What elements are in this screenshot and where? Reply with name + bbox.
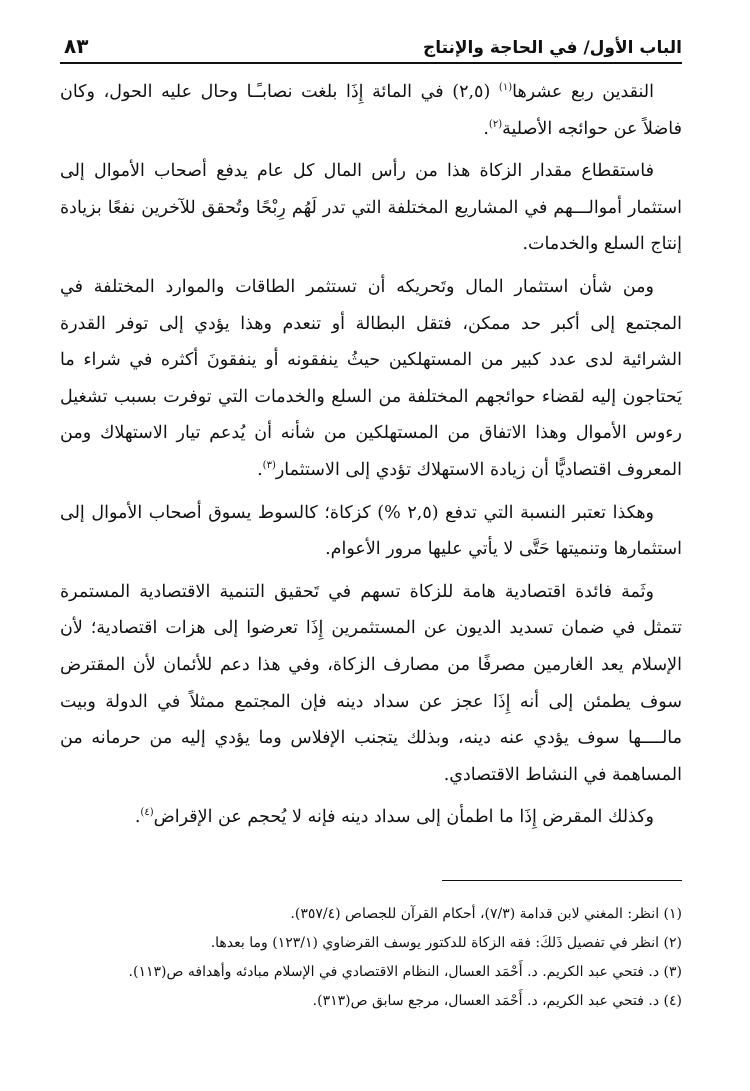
paragraph-3: ومن شأن استثمار المال وتَحريكه أن تستثمر الطاقات والموارد المختلفة في المجتمع إلى أكبر حد ممكن، فتقل البطالة أو تنعدم وهذا يؤدي إلى توفر القدرة الشرائية لدى عدد كبير من المستهلكين حيثُ ينفقونه أو ينفقونَ أكثره في شراء ما يَحتاجون إليه لقضاء حوائجهم المختلفة من السلع والخدمات التي توفرت بسبب تشغيل رءوس الأموال وهذا الاتفاق من المستهلكين من شأنه أن يُدعم تيار الاستهلاك ومن المعروف اقتصاديًّا أن زيادة الاستهلاك تؤدي إلى الاستثمار$^{(٣)}$.	[60, 276, 682, 480]
footnote-3: (٣) د. فتحي عبد الكريم. د. أَحْمَد العسال، النظام الاقتصادي في الإسلام مبادئه وأهدافه ص(١١٣).	[128, 964, 682, 980]
footnote-ref-3[interactable]: (٣)	[262, 460, 276, 472]
footnote-ref-4[interactable]: (٤)	[140, 807, 154, 819]
footnote-2: (٢) انظر في تفصيل ذَلكَ: فقه الزكاة للدكتور يوسف القرضاوي (١٢٣/١) وما بعدها.	[210, 935, 682, 951]
footnote-4: (٤) د. فتحي عبد الكريم، د. أَحْمَد العسال، مرجع سابق ص(٣١٣).	[312, 993, 682, 1009]
main-text	[60, 74, 682, 836]
paragraph-4: وهكذا تعتبر النسبة التي تدفع (٢,٥ %) كزكاة؛ كالسوط يسوق أصحاب الأموال إلى استثمارها وتنميتها حَتَّى لا يأتي عليها مرور الأعوام.	[60, 502, 682, 560]
chapter-title: الباب الأول/ في الحاجة والإنتاج	[422, 38, 682, 58]
paragraph-5: وثَمة فائدة اقتصادية هامة للزكاة تسهم في تَحقيق التنمية الاقتصادية المستمرة تتمثل في ضمان تسديد الديون عن المستثمرين إِذَا تعرضوا إلى هزات اقتصادية؛ لأن الإسلام يعد الغارمين مصرفًا من مصارف الزكاة، وفي هذا دعم للأئمان لأن المقترض سوف يطمئن إلى أنه إِذَا عجز عن سداد دينه فإن المجتمع ممثلاً في الدولة وبيت مالــــها سوف يؤدي عنه دينه، وبذلك يتجنب الإفلاس وما يؤدي إليه من حرمانه من المساهمة في النشاط الاقتصادي.	[60, 581, 682, 785]
paragraph-1: النقدين ربع عشرها$^{(١)}$ (٢,٥) في المائة إِذَا بلغت نصابـًـا وحال عليه الحول، وكان فاضلاً عن حوائجه الأصلية$^{(٢)}$.	[60, 82, 682, 139]
footnotes	[60, 900, 682, 1016]
paragraph-2: فاستقطاع مقدار الزكاة هذا من رأس المال كل عام يدفع أصحاب الأموال إلى استثمار أموالـــهم في المشاريع المختلفة التي تدر لَهُم رِبْحًا وتُحقق للآخرين نفعًا بزيادة إنتاج السلع والخدمات.	[60, 161, 682, 255]
paragraph-6: وكذلك المقرض إِذَا ما اطمأن إلى سداد دينه فإنه لا يُحجم عن الإقراض$^{(٤)}$.	[134, 807, 654, 828]
book-page	[60, 28, 682, 1068]
page-number: ٨٣	[64, 34, 89, 58]
footnote-ref-1[interactable]: (١)	[498, 82, 513, 94]
footnote-ref-2[interactable]: (٢)	[488, 118, 503, 130]
running-header	[60, 28, 682, 64]
footnote-separator	[442, 880, 682, 881]
footnote-1: (١) انظر: المغني لابن قدامة (٧/٣)، أحكام القرآن للجصاص (٣٥٧/٤).	[290, 906, 682, 922]
